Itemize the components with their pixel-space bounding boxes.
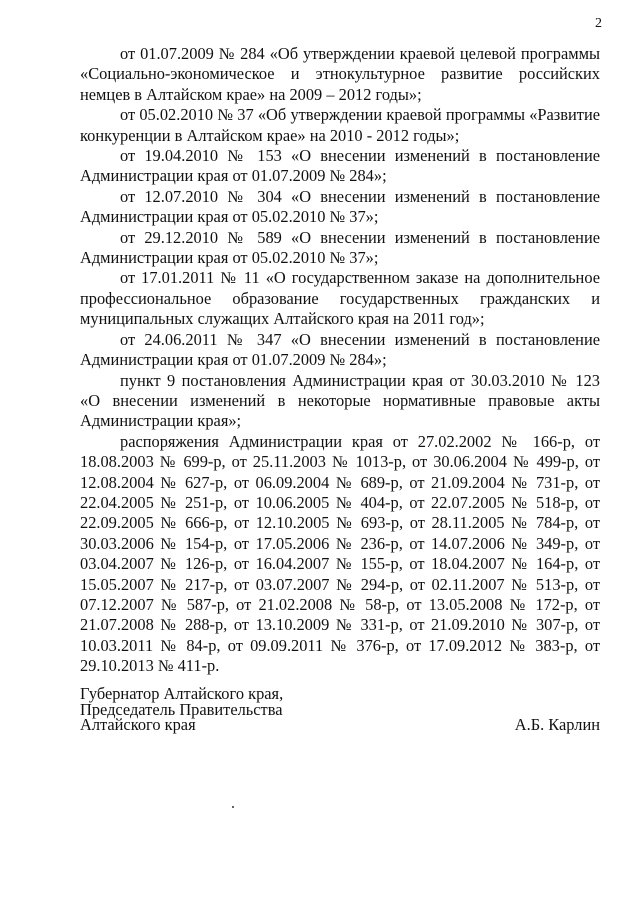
signatory-titles <box>80 686 340 733</box>
document-body <box>80 44 600 677</box>
signatory-title-line: Алтайского края <box>80 715 196 734</box>
scan-dot-mark <box>232 806 234 808</box>
paragraph-orders-list: распоряжения Администрации края от 27.02.2002 № 166-р, от 18.08.2003 № 699-р, от 25.11.2003 № 1013-р, от 30.06.2004 № 499-р, от 12.08.2004 № 627-р, от 06.09.2004 № 689-р, от 21.09.2004 № 731-р, от 22.04.2005 № 251-р, от 10.06.2005 № 404-р, от 22.07.2005 № 518-р, от 22.09.2005 № 666-р, от 12.10.2005 № 693-р, от 28.11.2005 № 784-р, от 30.03.2006 № 154-р, от 17.05.2006 № 236-р, от 14.07.2006 № 349-р, от 03.04.2007 № 126-р, от 16.04.2007 № 155-р, от 18.04.2007 № 164-р, от 15.05.2007 № 217-р, от 03.07.2007 № 294-р, от 02.11.2007 № 513-р, от 07.12.2007 № 587-р, от 21.02.2008 № 58-р, от 13.05.2008 № 172-р, от 21.07.2008 № 288-р, от 13.10.2009 № 331-р, от 21.09.2010 № 307-р, от 10.03.2011 № 84-р, от 09.09.2011 № 376-р, от 17.09.2012 № 383-р, от 29.10.2013 № 411-р. <box>80 431 600 676</box>
paragraph-resolution-153: от 19.04.2010 № 153 «О внесении изменений в постановление Администрации края от 01.07.2009 № 284»; <box>80 146 600 186</box>
paragraph-resolution-589: от 29.12.2010 № 589 «О внесении изменений в постановление Администрации края от 05.02.2010 № 37»; <box>80 227 600 268</box>
paragraph-resolution-37: от 05.02.2010 № 37 «Об утверждении краевой программы «Развитие конкуренции в Алтайском крае» на 2010 - 2012 годы»; <box>80 105 600 145</box>
signatory-name: А.Б. Карлин <box>514 715 600 734</box>
page-number: 2 <box>595 16 602 31</box>
paragraph-resolution-304: от 12.07.2010 № 304 «О внесении изменений в постановление Администрации края от 05.02.2010 № 37»; <box>80 186 600 227</box>
signature-block <box>80 686 600 733</box>
paragraph-resolution-347: от 24.06.2011 № 347 «О внесении изменений в постановление Администрации края от 01.07.2009 № 284»; <box>80 329 600 370</box>
paragraph-resolution-11: от 17.01.2011 № 11 «О государственном заказе на дополнительное профессиональное образование государственных гражданских и муниципальных служащих Алтайского края на 2011 год»; <box>80 268 600 329</box>
signatory-title-line: Председатель Правительства <box>80 699 283 719</box>
signatory-title-line: Губернатор Алтайского края, <box>80 684 284 703</box>
paragraph-resolution-284: от 01.07.2009 № 284 «Об утверждении краевой целевой программы «Социально-экономическое и этнокультурное развитие российских немцев в Алтайском крае» на 2009 – 2012 годы»; <box>80 44 600 104</box>
paragraph-point-9: пункт 9 постановления Администрации края от 30.03.2010 № 123 «О внесении изменений в некоторые нормативные правовые акты Администрации края»; <box>80 370 600 431</box>
